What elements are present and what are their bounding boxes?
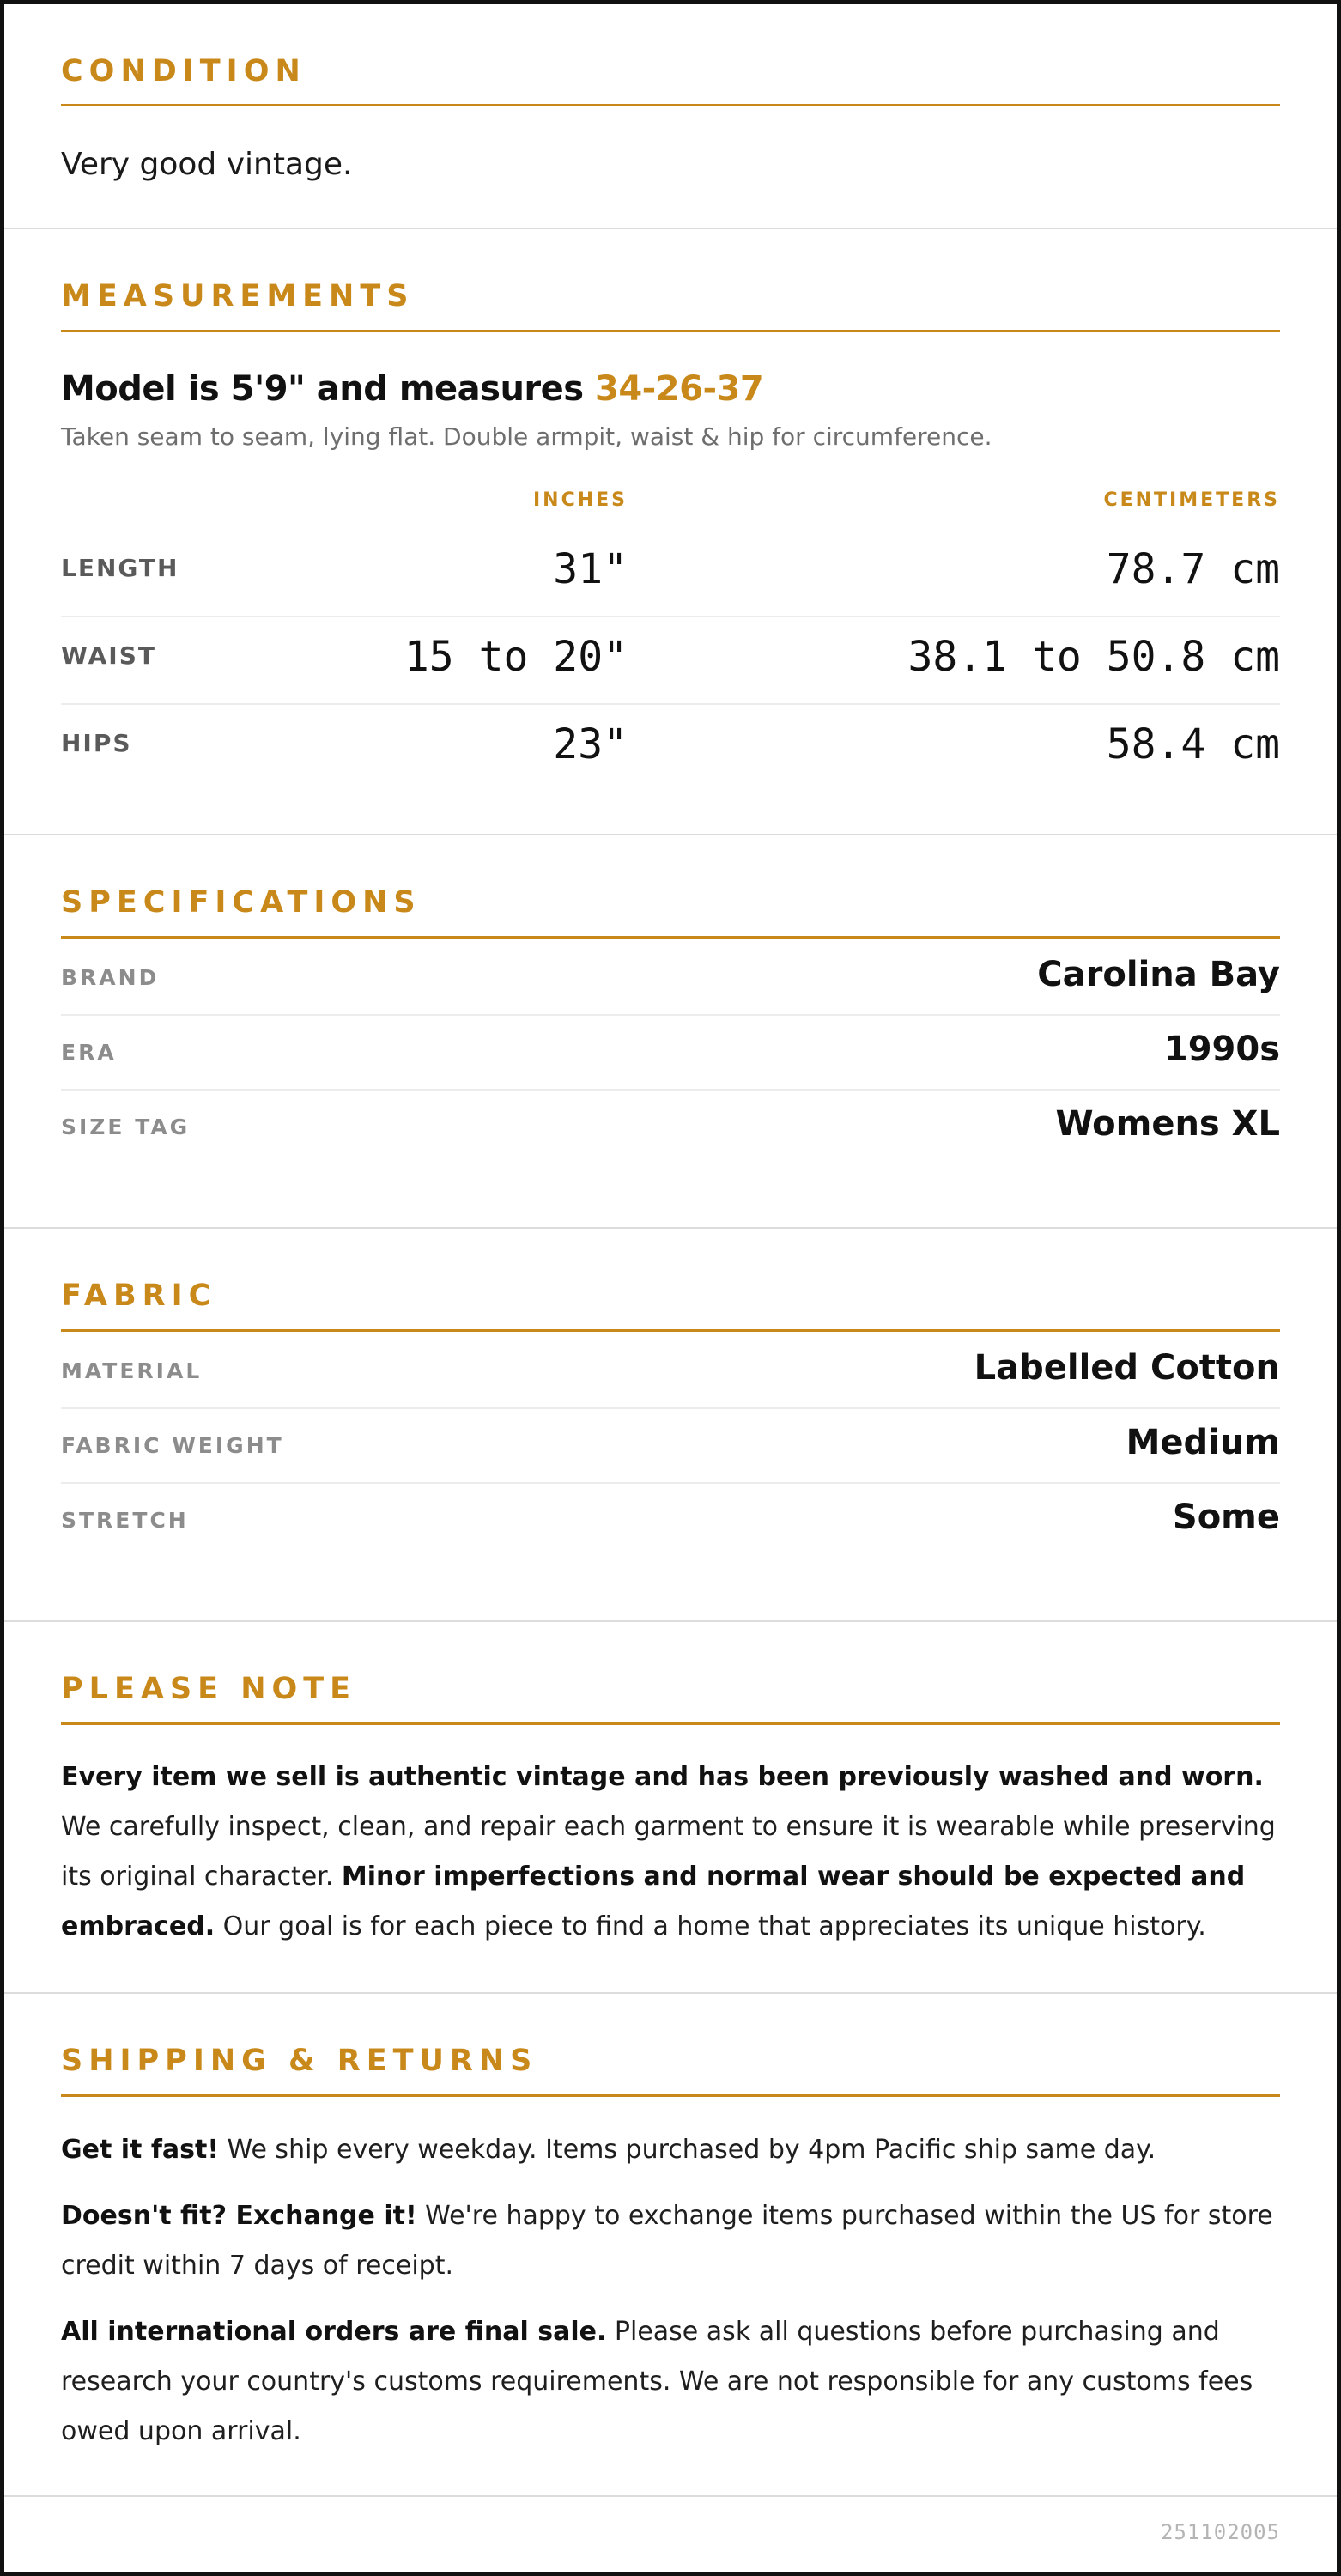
shipping-international-text: Please ask all questions before purchasing and research your country's customs requirements. We are not responsible for any customs fees owed upon arrival. (61, 2317, 1253, 2446)
spec-label: BRAND (61, 965, 160, 990)
fabric-value: Labelled Cotton (974, 1348, 1280, 1388)
please-note-heading: PLEASE NOTE (61, 1672, 357, 1706)
measurement-row-length (61, 530, 1280, 617)
fabric-heading: FABRIC (61, 1279, 217, 1313)
measurement-inches: 31" (553, 545, 628, 593)
measurement-row-hips (61, 705, 1280, 793)
shipping-rule (61, 2094, 1280, 2097)
please-note-text (61, 1753, 1280, 1952)
measurements-rule (61, 330, 1280, 332)
fabric-rule (61, 1329, 1280, 1332)
shipping-fast (61, 2125, 1280, 2175)
product-code: 251102005 (1160, 2520, 1280, 2544)
measurement-label: HIPS (61, 729, 132, 757)
measurements-heading: MEASUREMENTS (61, 279, 415, 313)
condition-heading: CONDITION (61, 54, 306, 88)
note-text-inspect: We carefully inspect, clean, and repair each garment to ensure it is wearable while preserving its original character. (61, 1812, 1276, 1892)
shipping-fast-bold: Get it fast! (61, 2135, 219, 2165)
model-prefix: Model is 5'9" and measures (61, 369, 596, 409)
please-note-section (4, 1622, 1337, 1994)
shipping-international (61, 2307, 1280, 2457)
spec-value: Womens XL (1055, 1104, 1280, 1144)
measurement-cm: 38.1 to 50.8 cm (907, 633, 1280, 681)
measurements-section (4, 229, 1337, 835)
shipping-fast-text: We ship every weekday. Items purchased by 4pm Pacific ship same day. (219, 2135, 1156, 2165)
measurement-inches: 23" (553, 720, 628, 769)
shipping-section (4, 1994, 1337, 2497)
spec-row-era (61, 1016, 1280, 1091)
condition-rule (61, 104, 1280, 106)
inches-column-header: INCHES (532, 489, 628, 511)
spec-label: ERA (61, 1040, 117, 1065)
fabric-value: Medium (1126, 1423, 1280, 1462)
fabric-row-stretch (61, 1484, 1280, 1558)
condition-text: Very good vintage. (61, 147, 353, 182)
fabric-row-material (61, 1334, 1280, 1409)
measurement-cm: 58.4 cm (1106, 720, 1280, 769)
note-bold-imperfections: Minor imperfections and normal wear should be expected and embraced. (61, 1862, 1246, 1941)
please-note-rule (61, 1722, 1280, 1725)
specifications-section (4, 835, 1337, 1229)
specifications-rule (61, 936, 1280, 939)
note-text-goal: Our goal is for each piece to find a home that appreciates its unique history. (215, 1911, 1206, 1941)
measurement-inches: 15 to 20" (404, 633, 628, 681)
measurement-row-waist (61, 617, 1280, 705)
fabric-label: MATERIAL (61, 1358, 203, 1383)
measurement-label: WAIST (61, 641, 156, 670)
centimeters-column-header: CENTIMETERS (1103, 489, 1280, 511)
shipping-heading: SHIPPING & RETURNS (61, 2044, 538, 2078)
shipping-exchange-bold: Doesn't fit? Exchange it! (61, 2201, 417, 2231)
spec-row-size-tag (61, 1091, 1280, 1165)
condition-section (4, 4, 1337, 229)
shipping-international-bold: All international orders are final sale. (61, 2317, 607, 2347)
spec-label: SIZE TAG (61, 1115, 191, 1139)
fabric-value: Some (1172, 1498, 1280, 1537)
spec-value: Carolina Bay (1037, 955, 1280, 994)
fabric-section (4, 1229, 1337, 1622)
measurement-note: Taken seam to seam, lying flat. Double armpit, waist & hip for circumference. (61, 422, 992, 451)
fabric-row-weight (61, 1409, 1280, 1484)
model-measure-value: 34-26-37 (595, 369, 764, 409)
model-measurements (61, 369, 1280, 409)
measurement-cm: 78.7 cm (1106, 545, 1280, 593)
fabric-label: STRETCH (61, 1508, 189, 1533)
shipping-exchange-text: We're happy to exchange items purchased within the US for store credit within 7 days of receipt. (61, 2201, 1273, 2281)
shipping-exchange (61, 2191, 1280, 2291)
specifications-heading: SPECIFICATIONS (61, 885, 422, 920)
fabric-label: FABRIC WEIGHT (61, 1433, 284, 1458)
note-bold-authentic: Every item we sell is authentic vintage and has been previously washed and worn. (61, 1762, 1264, 1792)
measurement-label: LENGTH (61, 554, 179, 582)
spec-row-brand (61, 941, 1280, 1016)
spec-value: 1990s (1163, 1030, 1280, 1069)
